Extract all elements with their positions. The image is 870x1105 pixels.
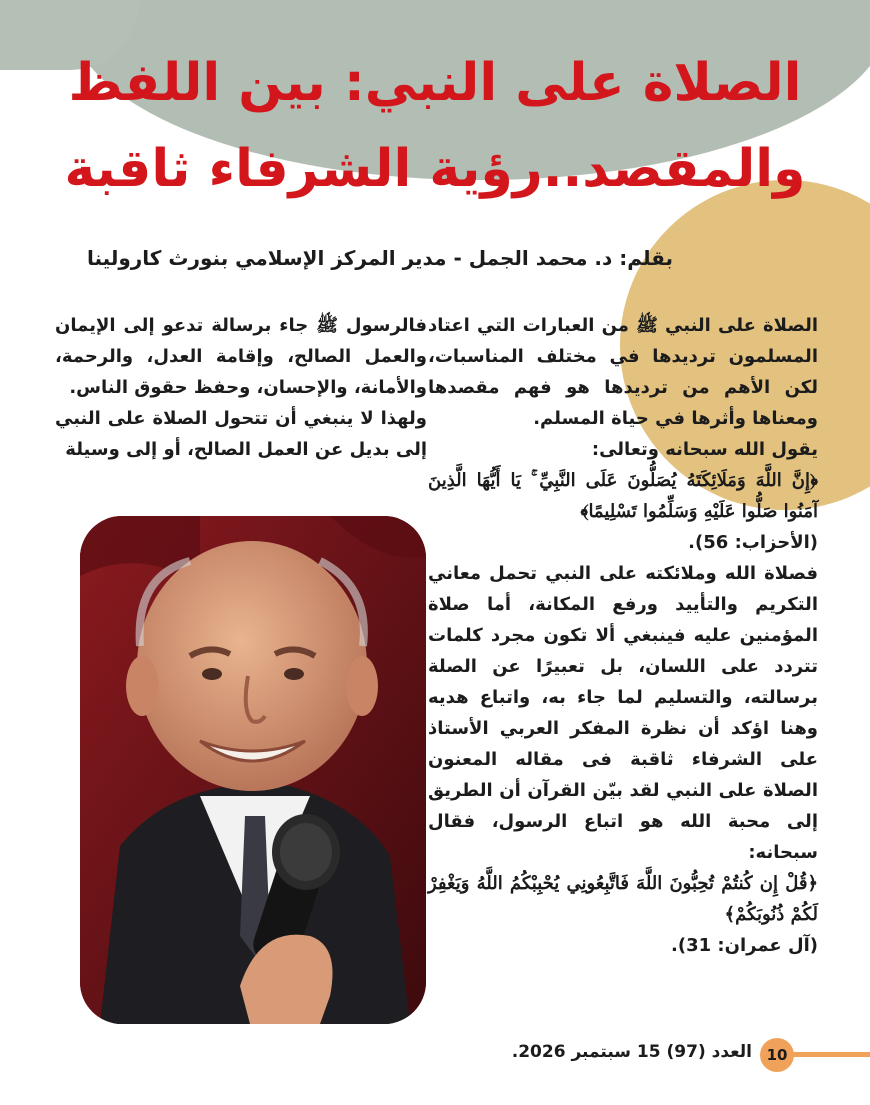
page-number-badge: 10 [760,1038,794,1072]
paragraph-intro: الصلاة على النبي ﷺ من العبارات التي اعتاد المسلمون ترديدها في مختلف المناسبات، لكن الأهم من ترديدها هو فهم مقصدها ومعناها وأثرها في حياة المسلم. [428,315,818,429]
article-column-right [428,310,818,961]
quran-verse-imran: ﴿قُلْ إِن كُنتُمْ تُحِبُّونَ اللَّهَ فَاتَّبِعُونِي يُحْبِبْكُمُ اللَّهُ وَيَغْفِرْ لَكُمْ ذُنُوبَكُمْ﴾ [428,873,818,925]
verse-reference-imran: (آل عمران: 31). [671,935,818,956]
article-headline [60,40,810,212]
author-byline: بقلم: د. محمد الجمل - مدير المركز الإسلامي بنورث كارولينا [86,246,674,270]
paragraph-quote-intro: يقول الله سبحانه وتعالى: [591,439,818,460]
author-photo [80,516,426,1024]
verse-reference-ahzab: (الأحزاب: 56). [688,532,818,553]
footer-accent-bar [790,1052,870,1057]
headline-line-1: الصلاة على النبي: بين اللفظ [68,53,802,113]
article-column-left [55,310,427,465]
paragraph-explanation: فصلاة الله وملائكته على النبي تحمل معاني التكريم والتأييد ورفع المكانة، أما صلاة المؤمنين عليه فينبغي ألا تكون مجرد كلمات تتردد على اللسان، بل تعبيرًا عن الصلة برسالته، والتسليم لما جاء به، واتباع هديه وهنا اؤكد أن نظرة المفكر العربي الأستاذ على الشرفاء ثاقبة فى مقاله المعنون الصلاة على النبي لقد بيّن القرآن أن الطريق إلى محبة الله هو اتباع الرسول، فقال سبحانه: [428,563,818,863]
headline-line-2: والمقصد..رؤية الشرفاء ثاقبة [64,139,806,199]
quran-verse-ahzab: ﴿إِنَّ اللَّهَ وَمَلَائِكَتَهُ يُصَلُّونَ عَلَى النَّبِيِّ ۚ يَا أَيُّهَا الَّذِينَ آمَنُوا صَلُّوا عَلَيْهِ وَسَلِّمُوا تَسْلِيمًا﴾ [428,470,818,522]
paragraph-message: فالرسول ﷺ جاء برسالة تدعو إلى الإيمان والعمل الصالح، وإقامة العدل، والرحمة، والأمانة، والإحسان، وحفظ حقوق الناس. [55,315,427,398]
paragraph-continuation: ولهذا لا ينبغي أن تتحول الصلاة على النبي إلى بديل عن العمل الصالح، أو إلى وسيلة [55,408,427,460]
issue-info: العدد (97) 15 سبتمبر 2026. [511,1042,752,1062]
